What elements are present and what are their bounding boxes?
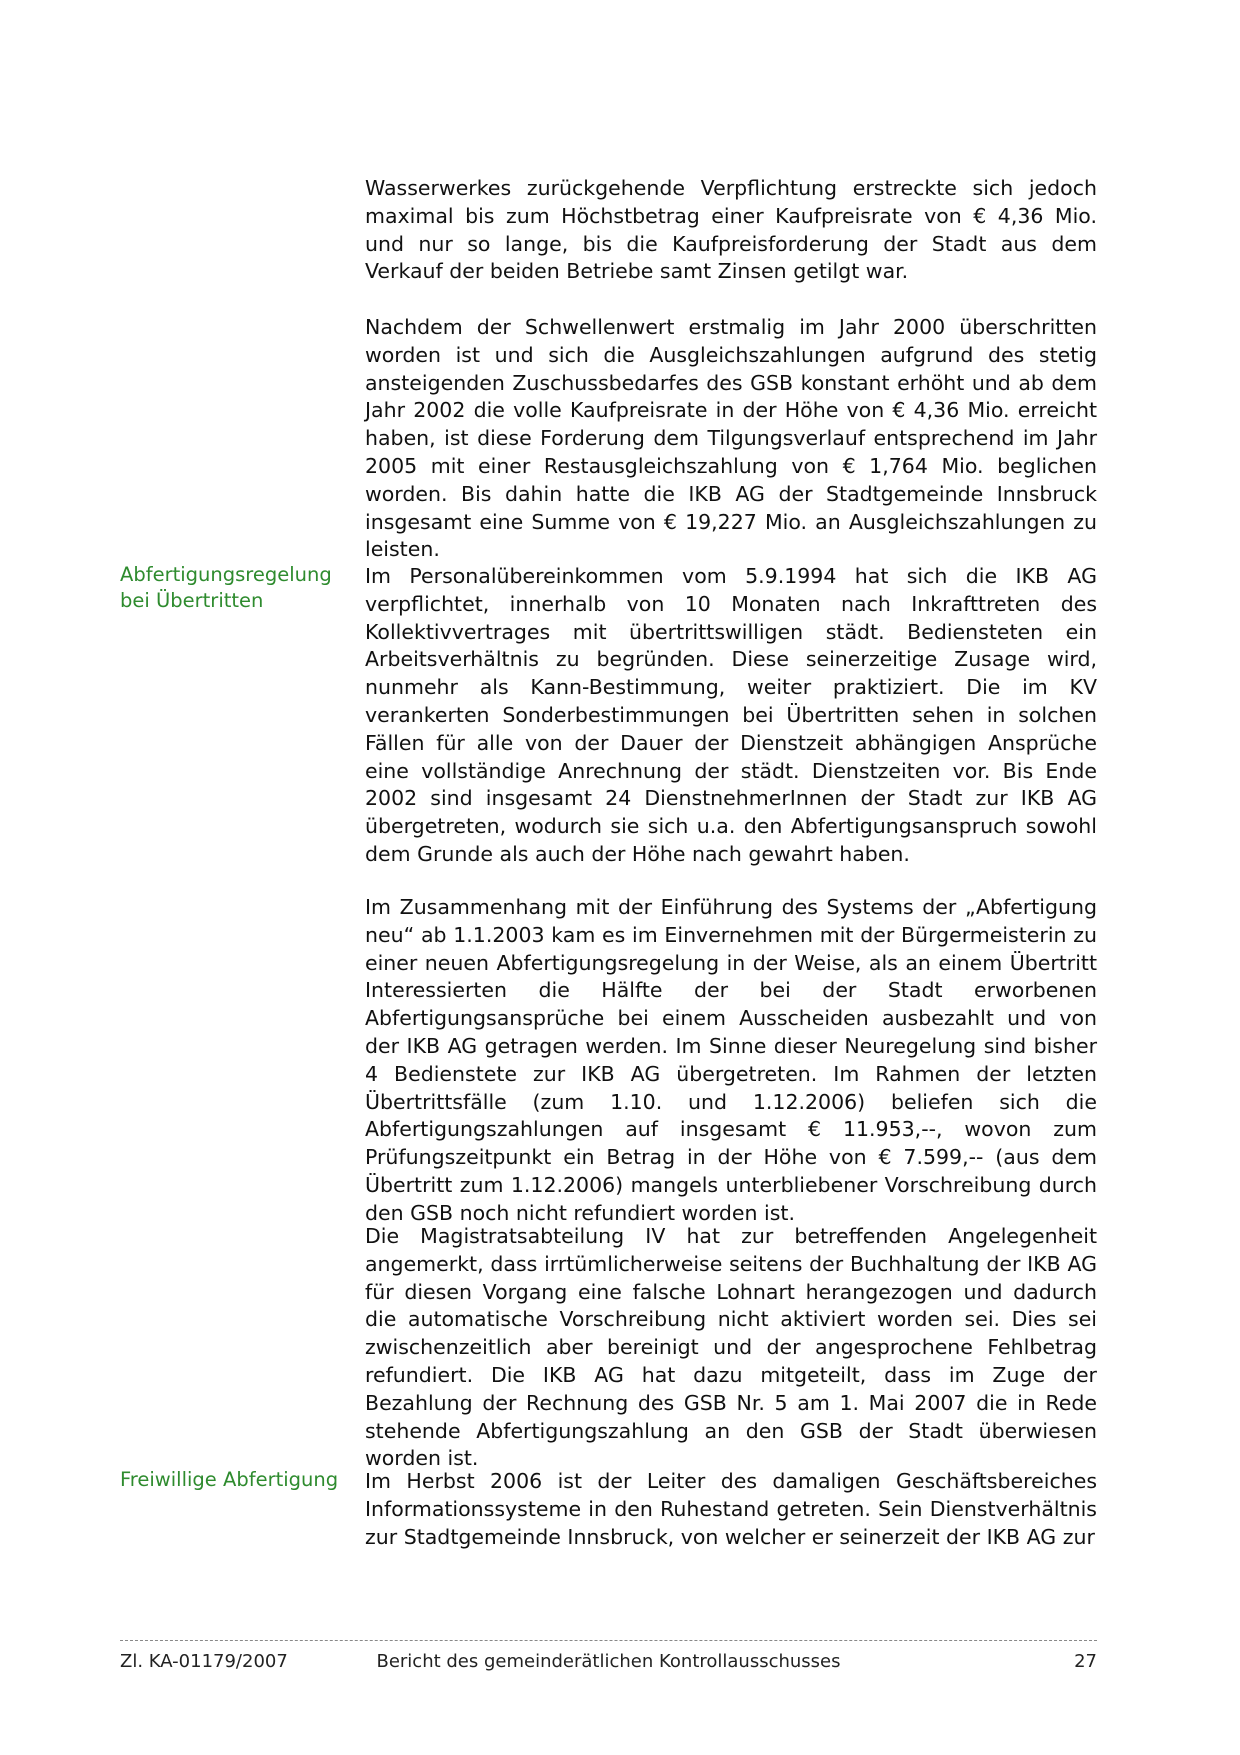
- paragraph-wasserwerkes: [365, 175, 1097, 286]
- page-footer: [120, 1648, 1097, 1676]
- margin-note-line: Abfertigungsregelung: [120, 563, 332, 586]
- paragraph-abfertigung-neu: [365, 894, 1097, 1228]
- paragraph-text: Im Herbst 2006 ist der Leiter des damaligen Geschäftsbereiches Informationssysteme in den Ruhestand getreten. Sein Dienstverhältnis zur Stadtgemeinde Innsbruck, von welcher er seinerzeit der IKB AG zur: [365, 1469, 1097, 1549]
- paragraph-text: Im Zusammenhang mit der Einführung des Systems der „Abfertigung neu“ ab 1.1.2003 kam es im Einvernehmen mit der Bürgermeisterin zu einer neuen Abfertigungsregelung in der Weise, als an einem Übertritt Interessierten die Hälfte der bei der Stadt erworbenen Abfertigungsansprüche bei einem Ausscheiden ausbezahlt und von der IKB AG getragen werden. Im Sinne dieser Neuregelung sind bisher 4 Bedienstete zur IKB AG übergetreten. Im Rahmen der letzten Übertrittsfälle (zum 1.10. und 1.12.2006) beliefen sich die Abfertigungszahlungen auf insgesamt € 11.953,--, wovon zum Prüfungszeitpunkt ein Betrag in der Höhe von € 7.599,-- (aus dem Übertritt zum 1.12.2006) mangels unterbliebener Vorschreibung durch den GSB noch nicht refundiert worden ist.: [365, 895, 1097, 1225]
- paragraph-text: Nachdem der Schwellenwert erstmalig im Jahr 2000 überschritten worden ist und sich die Ausgleichszahlungen aufgrund des stetig ansteigenden Zuschussbedarfes des GSB konstant erhöht und ab dem Jahr 2002 die volle Kaufpreisrate in der Höhe von € 4,36 Mio. erreicht haben, ist diese Forderung dem Tilgungsverlauf entsprechend im Jahr 2005 mit einer Restausgleichszahlung von € 1,764 Mio. beglichen worden. Bis dahin hatte die IKB AG der Stadtgemeinde Innsbruck insgesamt eine Summe von € 19,227 Mio. an Ausgleichszahlungen zu leisten.: [365, 315, 1097, 562]
- paragraph-text: Wasserwerkes zurückgehende Verpflichtung erstreckte sich jedoch maximal bis zum Höchstbetrag einer Kaufpreisrate von € 4,36 Mio. und nur so lange, bis die Kaufpreisforderung der Stadt aus dem Verkauf der beiden Betriebe samt Zinsen getilgt war.: [365, 176, 1097, 284]
- paragraph-schwellenwert: [365, 314, 1097, 564]
- margin-note-line: bei Übertritten: [120, 589, 264, 612]
- margin-note-abfertigungsregelung: [120, 562, 340, 614]
- paragraph-personaluebereinkommen: [365, 563, 1097, 869]
- footer-reference: Zl. KA-01179/2007: [120, 1651, 288, 1672]
- margin-note-line: Freiwillige Abfertigung: [120, 1468, 339, 1491]
- paragraph-magistratsabteilung: [365, 1223, 1097, 1473]
- footer-divider: [120, 1640, 1097, 1641]
- footer-title: Bericht des gemeinderätlichen Kontrollausschusses: [376, 1651, 841, 1672]
- margin-note-freiwillige-abfertigung: [120, 1467, 340, 1493]
- footer-page-number: 27: [1074, 1651, 1097, 1672]
- paragraph-herbst-2006: [365, 1468, 1097, 1551]
- paragraph-text: Im Personalübereinkommen vom 5.9.1994 hat sich die IKB AG verpflichtet, innerhalb von 10 Monaten nach Inkrafttreten des Kollektivvertrages mit übertrittswilligen städt. Bediensteten ein Arbeitsverhältnis zu begründen. Diese seinerzeitige Zusage wird, nunmehr als Kann-Bestimmung, weiter praktiziert. Die im KV verankerten Sonderbestimmungen bei Übertritten sehen in solchen Fällen für alle von der Dauer der Dienstzeit abhängigen Ansprüche eine vollständige Anrechnung der städt. Dienstzeiten vor. Bis Ende 2002 sind insgesamt 24 DienstnehmerInnen der Stadt zur IKB AG übergetreten, wodurch sie sich u.a. den Abfertigungsanspruch sowohl dem Grunde als auch der Höhe nach gewahrt haben.: [365, 564, 1097, 866]
- paragraph-text: Die Magistratsabteilung IV hat zur betreffenden Angelegenheit angemerkt, dass irrtümlicherweise seitens der Buchhaltung der IKB AG für diesen Vorgang eine falsche Lohnart herangezogen und dadurch die automatische Vorschreibung nicht aktiviert worden sei. Dies sei zwischenzeitlich aber bereinigt und der angesprochene Fehlbetrag refundiert. Die IKB AG hat dazu mitgeteilt, dass im Zuge der Bezahlung der Rechnung des GSB Nr. 5 am 1. Mai 2007 die in Rede stehende Abfertigungszahlung an den GSB der Stadt überwiesen worden ist.: [365, 1224, 1097, 1471]
